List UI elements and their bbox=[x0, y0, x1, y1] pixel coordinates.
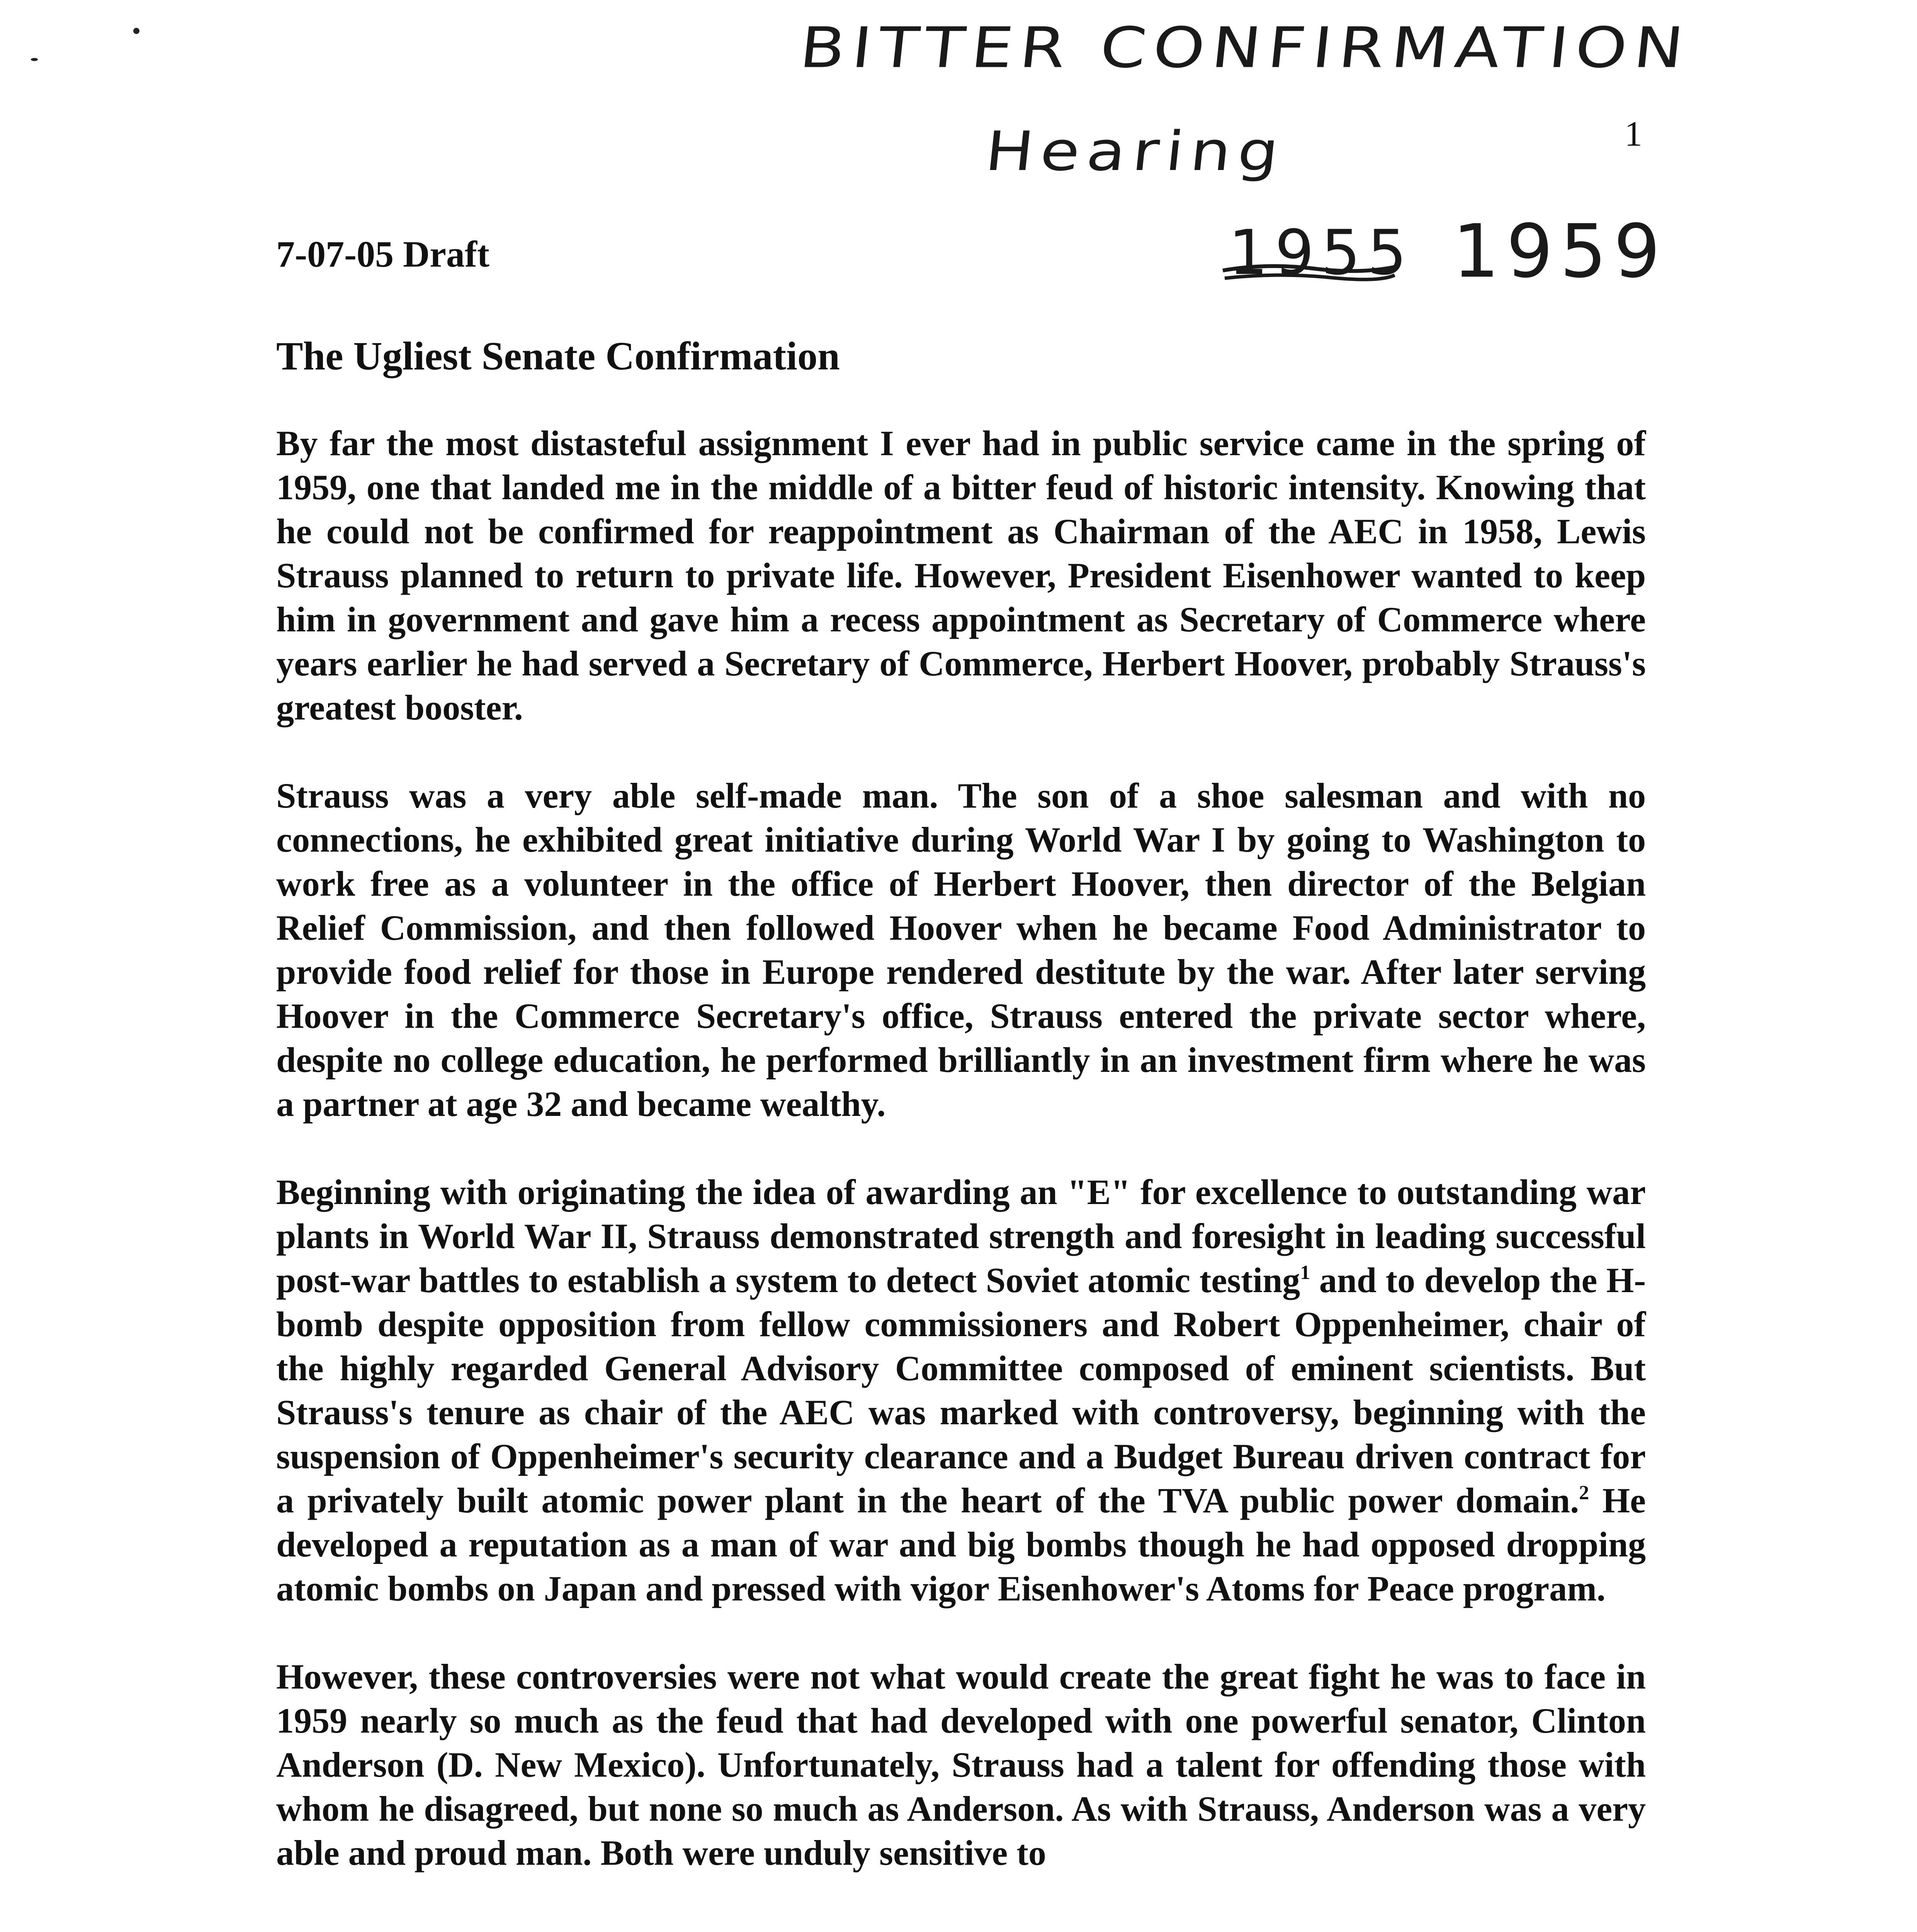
paragraph-text: and to develop the H-bomb despite opposition from fellow commissioners and Robert Oppenheimer, chair of the highly regarded General Advisory Committee composed of eminent scientists. But Strauss's tenure as chair of the AEC was marked with controversy, beginning with the suspension of Oppenheimer's security clearance and a Budget Bureau driven contract for a privately built atomic power plant in the heart of the TVA public power domain. bbox=[276, 1260, 1646, 1520]
footnote-ref-1: 1 bbox=[1300, 1262, 1310, 1284]
scan-mark bbox=[31, 58, 38, 61]
paragraph: Strauss was a very able self-made man. The son of a shoe salesman and with no connections, he exhibited great initiative during World War I by going to Washington to work free as a volunteer in the office of Herbert Hoover, then director of the Belgian Relief Commission, and then followed Hoover when he became Food Administrator to provide food relief for those in Europe rendered destitute by the war. After later serving Hoover in the Commerce Secretary's office, Strauss entered the private sector where, despite no college education, he performed brilliantly in an investment firm where he was a partner at age 32 and became wealthy. bbox=[276, 776, 1646, 1124]
paragraph-text: Beginning with originating the idea of awarding an "E" for excellence to outstanding war plants in World War II, Strauss demonstrated strength and foresight in leading successful post-war battles to establish a system to detect Soviet atomic testing bbox=[276, 1172, 1646, 1300]
document-title: The Ugliest Senate Confirmation bbox=[276, 334, 840, 378]
strikethrough-mark bbox=[1221, 255, 1399, 290]
paragraph bbox=[276, 1170, 1646, 1611]
handwritten-note-title: BITTER CONFIRMATION bbox=[797, 15, 1694, 81]
draft-label: 7-07-05 Draft bbox=[276, 233, 489, 275]
paragraph: However, these controversies were not what would create the great fight he was to face in 1959 nearly so much as the feud that had developed with one powerful senator, Clinton Anderson (D. New Mexico). Unfortunately, Strauss had a talent for offending those with whom he disagreed, but none so much as Anderson. As with Strauss, Anderson was a very able and proud man. Both were unduly sensitive to bbox=[276, 1657, 1646, 1872]
scan-mark bbox=[133, 28, 139, 34]
body-text bbox=[276, 421, 1646, 1875]
page-number: 1 bbox=[1625, 114, 1642, 153]
paragraph: By far the most distasteful assignment I ever had in public service came in the spring of 1959, one that landed me in the middle of a bitter feud of historic intensity. Knowing that he could not be confirmed for reappointment as Chairman of the AEC in 1958, Lewis Strauss planned to return to private life. However, President Eisenhower wanted to keep him in government and gave him a recess appointment as Secretary of Commerce where years earlier he had served a Secretary of Commerce, Herbert Hoover, probably Strauss's greatest booster. bbox=[276, 423, 1646, 727]
handwritten-year-corrected: 1959 bbox=[1453, 209, 1667, 294]
handwritten-note-hearing: Hearing bbox=[982, 120, 1289, 183]
footnote-ref-2: 2 bbox=[1579, 1482, 1589, 1504]
handwritten-year-struck: 1955 bbox=[1229, 216, 1414, 289]
paragraph-text: He developed a reputation as a man of war and big bombs though he had opposed dropping atomic bombs on Japan and pressed with vigor Eisenhower's Atoms for Peace program. bbox=[276, 1481, 1646, 1608]
